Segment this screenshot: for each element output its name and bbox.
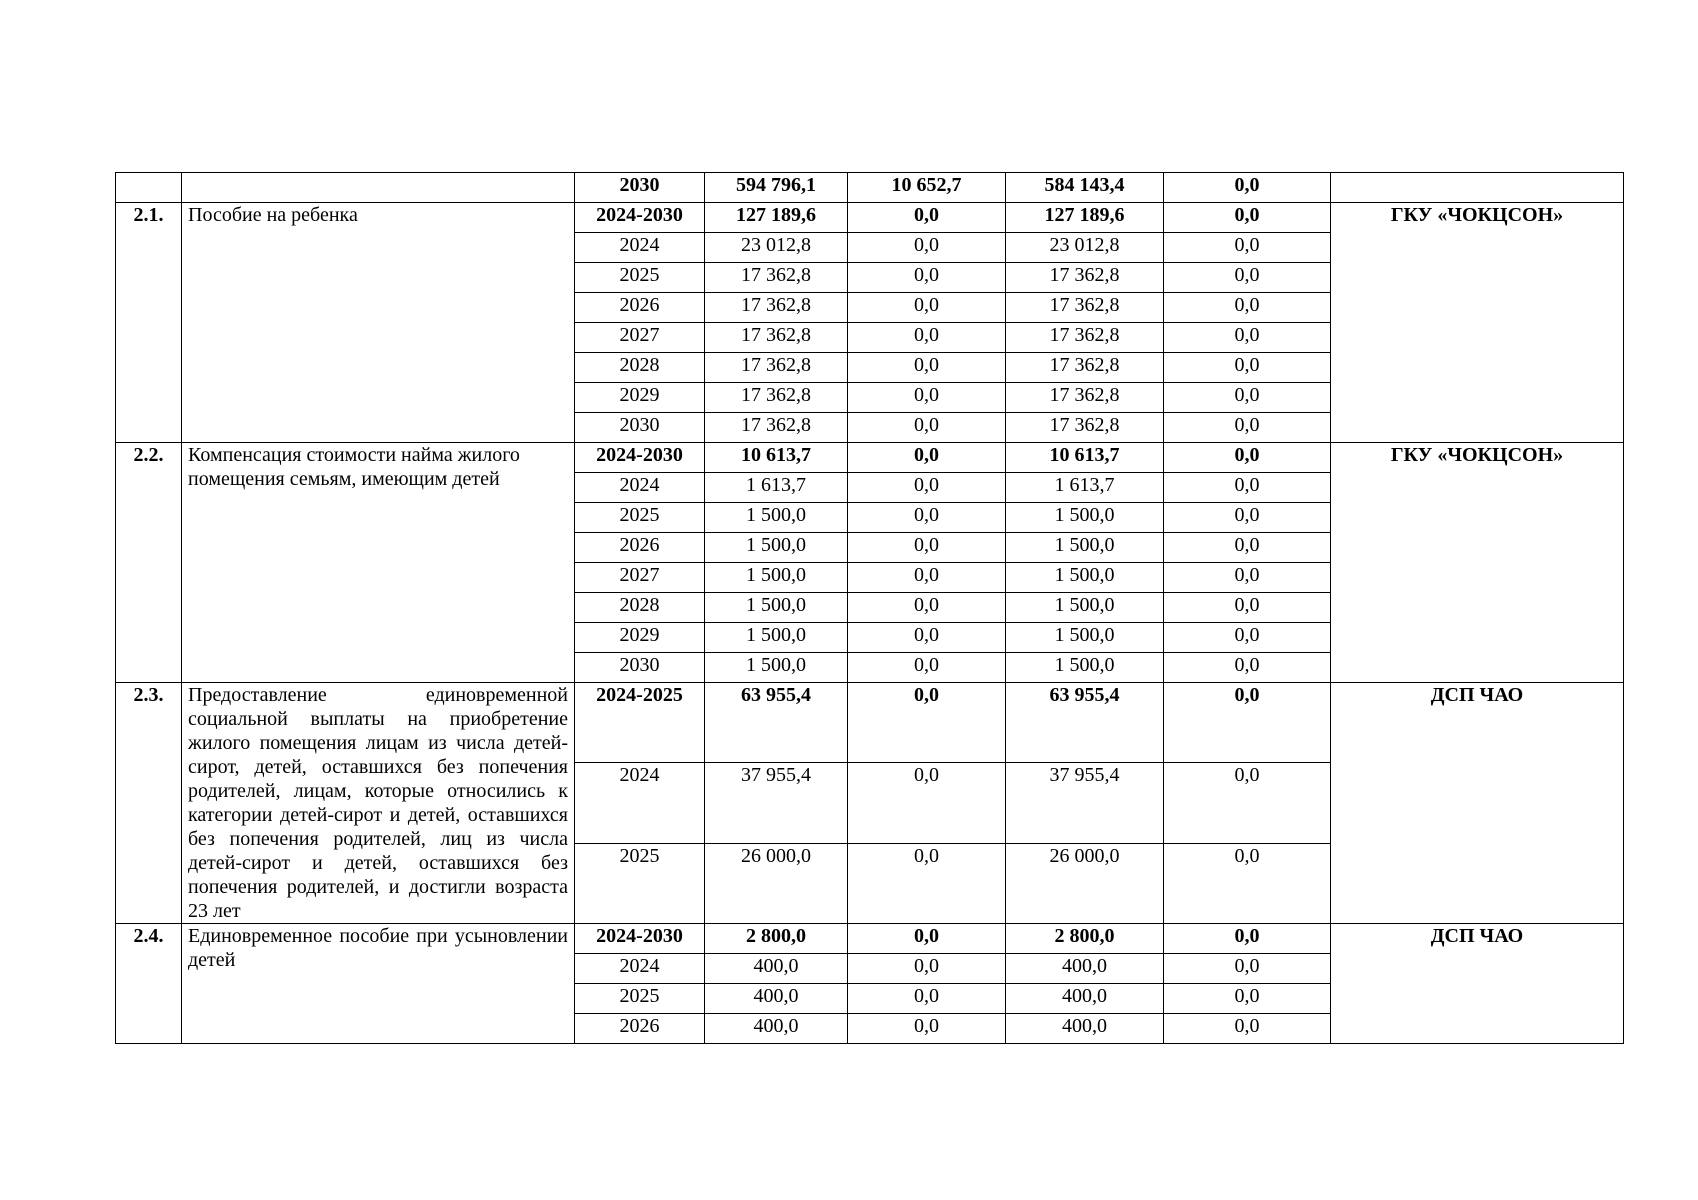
cell-year: 2024 — [575, 473, 705, 503]
cell-year: 2028 — [575, 353, 705, 383]
cell-federal: 0,0 — [848, 443, 1006, 473]
cell-total: 1 500,0 — [705, 503, 848, 533]
section-executor: ГКУ «ЧОКЦСОН» — [1331, 203, 1624, 443]
cell-other: 0,0 — [1164, 413, 1331, 443]
cell-year: 2030 — [575, 173, 705, 203]
cell-regional: 23 012,8 — [1006, 233, 1164, 263]
cell-total: 1 500,0 — [705, 623, 848, 653]
cell-regional: 400,0 — [1006, 984, 1164, 1014]
cell-year: 2029 — [575, 383, 705, 413]
cell-total: 17 362,8 — [705, 323, 848, 353]
cell-federal: 0,0 — [848, 413, 1006, 443]
cell-other: 0,0 — [1164, 954, 1331, 984]
cell-other: 0,0 — [1164, 293, 1331, 323]
cell-federal: 0,0 — [848, 473, 1006, 503]
cell-regional: 1 500,0 — [1006, 533, 1164, 563]
table-row-top — [116, 173, 1624, 203]
cell-other: 0,0 — [1164, 323, 1331, 353]
section-name: Компенсация стоимости найма жилого помещения семьям, имеющим детей — [182, 443, 575, 683]
cell-federal: 0,0 — [848, 984, 1006, 1014]
cell-other: 0,0 — [1164, 593, 1331, 623]
cell-regional: 17 362,8 — [1006, 383, 1164, 413]
cell-year: 2028 — [575, 593, 705, 623]
cell-total: 127 189,6 — [705, 203, 848, 233]
section-number: 2.4. — [116, 924, 182, 1044]
cell-total: 17 362,8 — [705, 413, 848, 443]
cell-federal: 0,0 — [848, 263, 1006, 293]
cell-federal: 0,0 — [848, 233, 1006, 263]
cell-other: 0,0 — [1164, 443, 1331, 473]
cell-total: 400,0 — [705, 1014, 848, 1044]
cell-regional: 17 362,8 — [1006, 263, 1164, 293]
cell-total: 1 613,7 — [705, 473, 848, 503]
cell-name — [182, 173, 575, 203]
cell-federal: 0,0 — [848, 1014, 1006, 1044]
section-name: Пособие на ребенка — [182, 203, 575, 443]
cell-federal: 0,0 — [848, 843, 1006, 923]
cell-regional: 1 500,0 — [1006, 593, 1164, 623]
cell-total: 17 362,8 — [705, 383, 848, 413]
cell-regional: 17 362,8 — [1006, 293, 1164, 323]
cell-federal: 0,0 — [848, 503, 1006, 533]
cell-regional: 2 800,0 — [1006, 924, 1164, 954]
section-name: Предоставление единовременной социальной выплаты на приобретение жилого помещения лицам из числа детей-сирот, детей, оставшихся без попечения родителей, лицам, которые относились к категории детей-сирот и детей, оставшихся без попечения родителей, лиц из числа детей-сирот и детей, оставшихся без попечения родителей, и достигли возраста 23 лет — [182, 683, 575, 924]
cell-other: 0,0 — [1164, 924, 1331, 954]
cell-total: 400,0 — [705, 954, 848, 984]
cell-num — [116, 173, 182, 203]
cell-total: 17 362,8 — [705, 353, 848, 383]
cell-year: 2024-2030 — [575, 924, 705, 954]
section-executor: ДСП ЧАО — [1331, 924, 1624, 1044]
cell-year: 2025 — [575, 263, 705, 293]
cell-regional: 400,0 — [1006, 1014, 1164, 1044]
cell-total: 63 955,4 — [705, 683, 848, 763]
cell-other: 0,0 — [1164, 653, 1331, 683]
cell-year: 2024 — [575, 954, 705, 984]
cell-year: 2026 — [575, 533, 705, 563]
cell-total: 1 500,0 — [705, 563, 848, 593]
funding-table — [115, 172, 1624, 1044]
cell-total: 2 800,0 — [705, 924, 848, 954]
cell-regional: 63 955,4 — [1006, 683, 1164, 763]
cell-year: 2024 — [575, 233, 705, 263]
cell-regional: 584 143,4 — [1006, 173, 1164, 203]
cell-federal: 0,0 — [848, 593, 1006, 623]
cell-year: 2024-2030 — [575, 203, 705, 233]
cell-regional: 1 500,0 — [1006, 563, 1164, 593]
cell-year: 2027 — [575, 563, 705, 593]
cell-other: 0,0 — [1164, 1014, 1331, 1044]
cell-total: 400,0 — [705, 984, 848, 1014]
cell-year: 2024 — [575, 763, 705, 843]
cell-federal: 0,0 — [848, 763, 1006, 843]
cell-total: 10 613,7 — [705, 443, 848, 473]
section-name: Единовременное пособие при усыновлении детей — [182, 924, 575, 1044]
cell-regional: 10 613,7 — [1006, 443, 1164, 473]
cell-total: 23 012,8 — [705, 233, 848, 263]
cell-federal: 10 652,7 — [848, 173, 1006, 203]
cell-year: 2024-2025 — [575, 683, 705, 763]
cell-year: 2029 — [575, 623, 705, 653]
section-number: 2.3. — [116, 683, 182, 924]
cell-regional: 17 362,8 — [1006, 323, 1164, 353]
cell-regional: 1 500,0 — [1006, 653, 1164, 683]
cell-federal: 0,0 — [848, 683, 1006, 763]
cell-year: 2026 — [575, 293, 705, 323]
cell-total: 594 796,1 — [705, 173, 848, 203]
section-number: 2.1. — [116, 203, 182, 443]
cell-executor — [1331, 173, 1624, 203]
cell-other: 0,0 — [1164, 203, 1331, 233]
table-body — [116, 173, 1624, 1044]
cell-federal: 0,0 — [848, 563, 1006, 593]
cell-other: 0,0 — [1164, 533, 1331, 563]
cell-other: 0,0 — [1164, 233, 1331, 263]
cell-federal: 0,0 — [848, 203, 1006, 233]
cell-federal: 0,0 — [848, 323, 1006, 353]
table-row — [116, 443, 1624, 473]
cell-year: 2026 — [575, 1014, 705, 1044]
section-executor: ДСП ЧАО — [1331, 683, 1624, 924]
cell-other: 0,0 — [1164, 843, 1331, 923]
cell-year: 2024-2030 — [575, 443, 705, 473]
cell-total: 1 500,0 — [705, 593, 848, 623]
cell-regional: 127 189,6 — [1006, 203, 1164, 233]
cell-other: 0,0 — [1164, 683, 1331, 763]
cell-federal: 0,0 — [848, 353, 1006, 383]
cell-year: 2025 — [575, 843, 705, 923]
cell-federal: 0,0 — [848, 383, 1006, 413]
cell-federal: 0,0 — [848, 623, 1006, 653]
cell-total: 1 500,0 — [705, 653, 848, 683]
cell-federal: 0,0 — [848, 293, 1006, 323]
cell-regional: 17 362,8 — [1006, 353, 1164, 383]
cell-total: 26 000,0 — [705, 843, 848, 923]
cell-year: 2027 — [575, 323, 705, 353]
cell-other: 0,0 — [1164, 763, 1331, 843]
cell-regional: 1 500,0 — [1006, 503, 1164, 533]
cell-regional: 26 000,0 — [1006, 843, 1164, 923]
cell-regional: 37 955,4 — [1006, 763, 1164, 843]
section-executor: ГКУ «ЧОКЦСОН» — [1331, 443, 1624, 683]
table-row — [116, 683, 1624, 763]
cell-regional: 17 362,8 — [1006, 413, 1164, 443]
cell-total: 37 955,4 — [705, 763, 848, 843]
cell-other: 0,0 — [1164, 353, 1331, 383]
cell-other: 0,0 — [1164, 383, 1331, 413]
cell-total: 17 362,8 — [705, 263, 848, 293]
cell-other: 0,0 — [1164, 473, 1331, 503]
cell-year: 2030 — [575, 653, 705, 683]
cell-federal: 0,0 — [848, 533, 1006, 563]
cell-year: 2025 — [575, 503, 705, 533]
section-number: 2.2. — [116, 443, 182, 683]
cell-federal: 0,0 — [848, 924, 1006, 954]
cell-federal: 0,0 — [848, 954, 1006, 984]
cell-other: 0,0 — [1164, 503, 1331, 533]
cell-regional: 1 500,0 — [1006, 623, 1164, 653]
cell-total: 17 362,8 — [705, 293, 848, 323]
cell-total: 1 500,0 — [705, 533, 848, 563]
cell-year: 2030 — [575, 413, 705, 443]
cell-year: 2025 — [575, 984, 705, 1014]
cell-regional: 1 613,7 — [1006, 473, 1164, 503]
cell-other: 0,0 — [1164, 263, 1331, 293]
cell-federal: 0,0 — [848, 653, 1006, 683]
table-row — [116, 203, 1624, 233]
cell-regional: 400,0 — [1006, 954, 1164, 984]
cell-other: 0,0 — [1164, 623, 1331, 653]
cell-other: 0,0 — [1164, 563, 1331, 593]
table-row — [116, 924, 1624, 954]
cell-other: 0,0 — [1164, 173, 1331, 203]
cell-other: 0,0 — [1164, 984, 1331, 1014]
